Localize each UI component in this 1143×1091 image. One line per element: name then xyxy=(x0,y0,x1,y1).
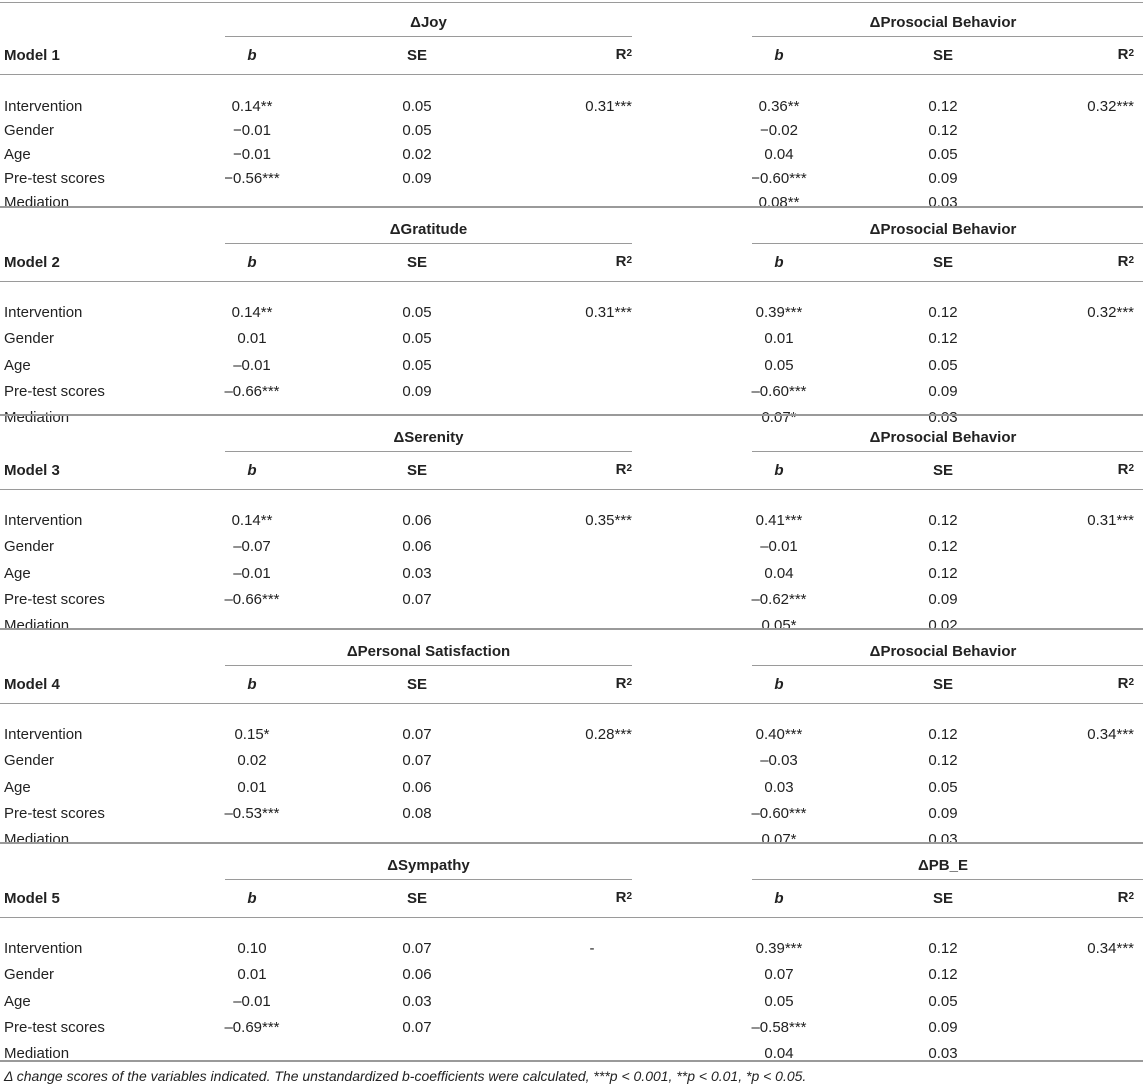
r2-superscript: 2 xyxy=(626,891,632,902)
left-outcome-title: ΔPersonal Satisfaction xyxy=(346,643,511,660)
r2-base: R xyxy=(615,675,627,692)
right-group-rule xyxy=(752,36,1143,37)
column-header-b: b xyxy=(774,890,784,907)
column-header-r2 xyxy=(974,675,1134,693)
right-se-value: 0.03 xyxy=(928,1045,958,1062)
left-b-value: 0.10 xyxy=(237,940,267,957)
right-b-value: 0.07* xyxy=(761,831,797,848)
row-label: Pre-test scores xyxy=(4,1019,105,1036)
left-se-value: 0.07 xyxy=(402,591,432,608)
column-header-r2 xyxy=(472,253,632,271)
row-label: Mediation xyxy=(4,409,70,426)
right-outcome-title: ΔProsocial Behavior xyxy=(869,429,1017,446)
column-header-b: b xyxy=(774,676,784,693)
r2-superscript: 2 xyxy=(626,48,632,59)
row-label: Age xyxy=(4,993,31,1010)
left-b-value: 0.02 xyxy=(237,752,267,769)
row-label: Age xyxy=(4,779,31,796)
column-header-r2 xyxy=(974,46,1134,64)
left-se-value: 0.05 xyxy=(402,330,432,347)
column-header-se: SE xyxy=(406,890,427,907)
right-b-value: –0.01 xyxy=(760,538,798,555)
right-outcome-title: ΔPB_E xyxy=(918,857,968,874)
left-se-value: 0.07 xyxy=(402,1019,432,1036)
right-b-value: 0.05 xyxy=(764,993,794,1010)
model-label: Model 1 xyxy=(4,47,60,64)
row-label: Intervention xyxy=(4,726,83,743)
column-header-b: b xyxy=(247,47,257,64)
r2-base: R xyxy=(1117,889,1129,906)
left-se-value: 0.09 xyxy=(402,170,432,187)
column-header-se: SE xyxy=(932,462,953,479)
column-header-r2 xyxy=(974,461,1134,479)
right-b-value: 0.07 xyxy=(764,966,794,983)
section-divider xyxy=(0,206,1143,208)
left-se-value: 0.07 xyxy=(402,752,432,769)
left-r2-value: 0.28*** xyxy=(585,726,632,743)
column-header-r2 xyxy=(974,889,1134,907)
right-se-value: 0.09 xyxy=(928,591,958,608)
right-b-value: 0.05* xyxy=(761,617,797,634)
r2-superscript: 2 xyxy=(626,463,632,474)
left-se-value: 0.08 xyxy=(402,805,432,822)
right-se-value: 0.05 xyxy=(928,357,958,374)
table-bottom-rule xyxy=(0,1060,1143,1062)
right-se-value: 0.03 xyxy=(928,194,958,211)
right-b-value: 0.03 xyxy=(764,779,794,796)
column-header-r2 xyxy=(472,461,632,479)
left-se-value: 0.06 xyxy=(402,538,432,555)
left-se-value: 0.05 xyxy=(402,304,432,321)
column-header-se: SE xyxy=(932,254,953,271)
right-se-value: 0.09 xyxy=(928,170,958,187)
right-r2-value: 0.32*** xyxy=(1087,98,1134,115)
column-header-b: b xyxy=(247,676,257,693)
left-b-value: 0.01 xyxy=(237,779,267,796)
table-footnote: Δ change scores of the variables indicated. The unstandardized b-coefficients were calculated, ***p < 0.001, **p < 0.01, *p < 0.05. xyxy=(4,1068,807,1084)
r2-superscript: 2 xyxy=(1128,891,1134,902)
right-outcome-title: ΔProsocial Behavior xyxy=(869,221,1017,238)
model-label: Model 3 xyxy=(4,462,60,479)
left-b-value: –0.66*** xyxy=(224,591,280,608)
column-header-se: SE xyxy=(932,890,953,907)
left-b-value: −0.56*** xyxy=(224,170,280,187)
column-header-b: b xyxy=(774,254,784,271)
r2-base: R xyxy=(615,889,627,906)
right-r2-value: 0.31*** xyxy=(1087,512,1134,529)
right-group-rule xyxy=(752,451,1143,452)
column-header-b: b xyxy=(247,890,257,907)
left-outcome-title: ΔSympathy xyxy=(387,857,470,874)
right-se-value: 0.12 xyxy=(928,940,958,957)
header-rule xyxy=(0,489,1143,490)
right-r2-value: 0.34*** xyxy=(1087,940,1134,957)
left-b-value: −0.01 xyxy=(233,122,271,139)
right-group-rule xyxy=(752,879,1143,880)
column-header-se: SE xyxy=(406,254,427,271)
r2-superscript: 2 xyxy=(626,677,632,688)
left-se-value: 0.02 xyxy=(402,146,432,163)
left-b-value: −0.01 xyxy=(233,146,271,163)
row-label: Age xyxy=(4,565,31,582)
left-b-value: 0.01 xyxy=(237,330,267,347)
left-group-rule xyxy=(225,36,632,37)
right-b-value: –0.58*** xyxy=(751,1019,807,1036)
left-se-value: 0.06 xyxy=(402,966,432,983)
left-se-value: 0.05 xyxy=(402,122,432,139)
column-header-se: SE xyxy=(932,676,953,693)
right-r2-value: 0.34*** xyxy=(1087,726,1134,743)
left-r2-value: 0.35*** xyxy=(585,512,632,529)
r2-superscript: 2 xyxy=(1128,677,1134,688)
left-b-value: –0.01 xyxy=(233,993,271,1010)
row-label: Intervention xyxy=(4,940,83,957)
column-header-r2 xyxy=(472,675,632,693)
r2-base: R xyxy=(1117,461,1129,478)
left-b-value: –0.07 xyxy=(233,538,271,555)
right-se-value: 0.12 xyxy=(928,98,958,115)
right-outcome-title: ΔProsocial Behavior xyxy=(869,14,1017,31)
table-top-rule xyxy=(0,2,1143,3)
left-group-rule xyxy=(225,665,632,666)
left-b-value: 0.14** xyxy=(231,512,273,529)
right-group-rule xyxy=(752,243,1143,244)
right-b-value: 0.05 xyxy=(764,357,794,374)
column-header-se: SE xyxy=(932,47,953,64)
right-b-value: –0.62*** xyxy=(751,591,807,608)
r2-base: R xyxy=(615,461,627,478)
section-divider xyxy=(0,414,1143,416)
left-se-value: 0.03 xyxy=(402,993,432,1010)
model-label: Model 5 xyxy=(4,890,60,907)
right-b-value: –0.60*** xyxy=(751,383,807,400)
column-header-se: SE xyxy=(406,47,427,64)
row-label: Pre-test scores xyxy=(4,383,105,400)
right-b-value: 0.04 xyxy=(764,146,794,163)
left-outcome-title: ΔGratitude xyxy=(389,221,468,238)
left-se-value: 0.07 xyxy=(402,726,432,743)
r2-superscript: 2 xyxy=(626,255,632,266)
right-b-value: 0.08** xyxy=(758,194,800,211)
column-header-b: b xyxy=(247,254,257,271)
r2-superscript: 2 xyxy=(1128,463,1134,474)
r2-base: R xyxy=(1117,253,1129,270)
column-header-b: b xyxy=(774,47,784,64)
left-se-value: 0.09 xyxy=(402,383,432,400)
right-b-value: −0.60*** xyxy=(751,170,807,187)
left-b-value: 0.15* xyxy=(234,726,270,743)
right-se-value: 0.12 xyxy=(928,512,958,529)
left-se-value: 0.03 xyxy=(402,565,432,582)
right-se-value: 0.12 xyxy=(928,752,958,769)
row-label: Gender xyxy=(4,330,55,347)
left-r2-value: - xyxy=(589,940,595,957)
row-label: Mediation xyxy=(4,194,70,211)
right-se-value: 0.12 xyxy=(928,726,958,743)
right-se-value: 0.12 xyxy=(928,538,958,555)
right-b-value: 0.36** xyxy=(758,98,800,115)
row-label: Mediation xyxy=(4,1045,70,1062)
right-b-value: 0.04 xyxy=(764,565,794,582)
left-b-value: 0.01 xyxy=(237,966,267,983)
row-label: Intervention xyxy=(4,304,83,321)
right-b-value: −0.02 xyxy=(760,122,798,139)
right-se-value: 0.12 xyxy=(928,304,958,321)
left-group-rule xyxy=(225,451,632,452)
row-label: Age xyxy=(4,146,31,163)
section-divider xyxy=(0,842,1143,844)
right-r2-value: 0.32*** xyxy=(1087,304,1134,321)
right-b-value: 0.39*** xyxy=(755,304,803,321)
left-group-rule xyxy=(225,243,632,244)
right-outcome-title: ΔProsocial Behavior xyxy=(869,643,1017,660)
right-se-value: 0.03 xyxy=(928,409,958,426)
right-se-value: 0.12 xyxy=(928,330,958,347)
r2-base: R xyxy=(615,46,627,63)
right-se-value: 0.05 xyxy=(928,146,958,163)
row-label: Pre-test scores xyxy=(4,591,105,608)
left-se-value: 0.07 xyxy=(402,940,432,957)
right-se-value: 0.09 xyxy=(928,383,958,400)
r2-base: R xyxy=(615,253,627,270)
column-header-b: b xyxy=(774,462,784,479)
row-label: Intervention xyxy=(4,98,83,115)
left-se-value: 0.05 xyxy=(402,357,432,374)
model-label: Model 4 xyxy=(4,676,60,693)
left-b-value: 0.14** xyxy=(231,304,273,321)
left-outcome-title: ΔSerenity xyxy=(393,429,464,446)
row-label: Gender xyxy=(4,538,55,555)
left-b-value: –0.69*** xyxy=(224,1019,280,1036)
row-label: Mediation xyxy=(4,617,70,634)
left-se-value: 0.06 xyxy=(402,779,432,796)
right-se-value: 0.03 xyxy=(928,831,958,848)
left-se-value: 0.06 xyxy=(402,512,432,529)
header-rule xyxy=(0,281,1143,282)
r2-base: R xyxy=(1117,675,1129,692)
column-header-r2 xyxy=(974,253,1134,271)
row-label: Gender xyxy=(4,752,55,769)
column-header-b: b xyxy=(247,462,257,479)
header-rule xyxy=(0,74,1143,75)
header-rule xyxy=(0,917,1143,918)
section-divider xyxy=(0,628,1143,630)
left-r2-value: 0.31*** xyxy=(585,98,632,115)
right-group-rule xyxy=(752,665,1143,666)
left-outcome-title: ΔJoy xyxy=(410,14,447,31)
row-label: Intervention xyxy=(4,512,83,529)
right-se-value: 0.12 xyxy=(928,565,958,582)
right-b-value: 0.40*** xyxy=(755,726,803,743)
right-se-value: 0.12 xyxy=(928,122,958,139)
r2-superscript: 2 xyxy=(1128,255,1134,266)
row-label: Pre-test scores xyxy=(4,170,105,187)
r2-base: R xyxy=(1117,46,1129,63)
header-rule xyxy=(0,703,1143,704)
left-b-value: 0.14** xyxy=(231,98,273,115)
right-se-value: 0.02 xyxy=(928,617,958,634)
row-label: Gender xyxy=(4,122,55,139)
column-header-se: SE xyxy=(406,676,427,693)
row-label: Pre-test scores xyxy=(4,805,105,822)
right-b-value: –0.03 xyxy=(760,752,798,769)
left-b-value: –0.66*** xyxy=(224,383,280,400)
column-header-r2 xyxy=(472,889,632,907)
row-label: Age xyxy=(4,357,31,374)
right-b-value: 0.07* xyxy=(761,409,797,426)
right-b-value: 0.01 xyxy=(764,330,794,347)
left-b-value: –0.53*** xyxy=(224,805,280,822)
right-b-value: –0.60*** xyxy=(751,805,807,822)
column-header-se: SE xyxy=(406,462,427,479)
right-se-value: 0.12 xyxy=(928,966,958,983)
left-group-rule xyxy=(225,879,632,880)
right-se-value: 0.05 xyxy=(928,779,958,796)
left-b-value: –0.01 xyxy=(233,565,271,582)
right-se-value: 0.09 xyxy=(928,1019,958,1036)
right-b-value: 0.39*** xyxy=(755,940,803,957)
row-label: Mediation xyxy=(4,831,70,848)
left-b-value: –0.01 xyxy=(233,357,271,374)
model-label: Model 2 xyxy=(4,254,60,271)
r2-superscript: 2 xyxy=(1128,48,1134,59)
left-se-value: 0.05 xyxy=(402,98,432,115)
right-se-value: 0.09 xyxy=(928,805,958,822)
right-b-value: 0.41*** xyxy=(755,512,803,529)
right-se-value: 0.05 xyxy=(928,993,958,1010)
column-header-r2 xyxy=(472,46,632,64)
right-b-value: 0.04 xyxy=(764,1045,794,1062)
row-label: Gender xyxy=(4,966,55,983)
left-r2-value: 0.31*** xyxy=(585,304,632,321)
